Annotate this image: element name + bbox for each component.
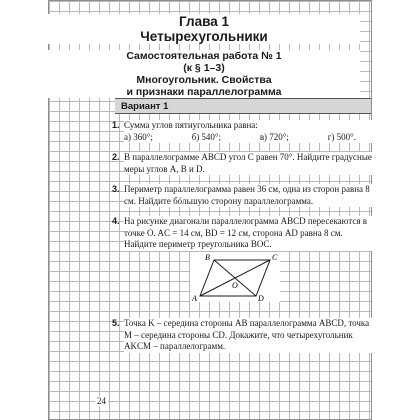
chapter-title: Глава 1	[48, 14, 360, 29]
task-text: В параллелограмме ABCD угол C равен 70°. Найдите градусные меры углов A, B и D.	[124, 152, 374, 175]
option-b: б) 540°;	[191, 131, 222, 142]
task-number: 3.	[112, 184, 120, 194]
task-5	[112, 318, 374, 353]
parallelogram-figure	[190, 252, 280, 302]
work-title: Самостоятельная работа № 1	[48, 50, 360, 62]
option-c: в) 720°;	[259, 131, 289, 142]
task-number: 5.	[112, 318, 120, 328]
option-d: г) 500°.	[327, 131, 356, 142]
work-section-ref: (к § 1–3)	[48, 62, 360, 74]
label-d: D	[258, 294, 264, 302]
task-4	[112, 216, 374, 251]
task-text: Периметр параллелограмма равен 36 см, одна из сторон равна 8 см. Найдите бóльшую сторону параллелограмма.	[124, 184, 374, 207]
label-o: O	[232, 281, 238, 290]
label-b: B	[205, 253, 210, 262]
task-text: На рисунке диагонали параллелограмма ABCD пересекаются в точке O. AC = 14 см, BD = 12 см, сторона AD равна 8 см. Найдите периметр треугольника BOC.	[124, 216, 374, 251]
label-c: C	[272, 253, 278, 262]
work-topic-line2: и признаки параллелограмма	[48, 86, 360, 98]
answer-options	[124, 132, 374, 144]
work-topic-line1: Многоугольник. Свойства	[48, 74, 360, 86]
task-number: 2.	[112, 152, 120, 162]
option-a: а) 360°;	[124, 131, 153, 142]
task-number: 4.	[112, 216, 120, 226]
task-2	[112, 152, 374, 175]
task-1	[112, 120, 374, 143]
task-3	[112, 184, 374, 207]
task-text: Сумма углов пятиугольника равна:	[124, 120, 258, 130]
variant-header: Вариант 1	[115, 98, 371, 114]
task-number: 1.	[112, 120, 120, 130]
task-text: Точка K – середина стороны AB параллелограмма ABCD, точка M – середина стороны CD. Докажите, что четырехугольник AKCM – параллелограмм.	[124, 318, 374, 353]
label-a: A	[192, 294, 197, 302]
chapter-subtitle: Четырехугольники	[48, 29, 360, 44]
page-number: 24	[97, 396, 106, 406]
